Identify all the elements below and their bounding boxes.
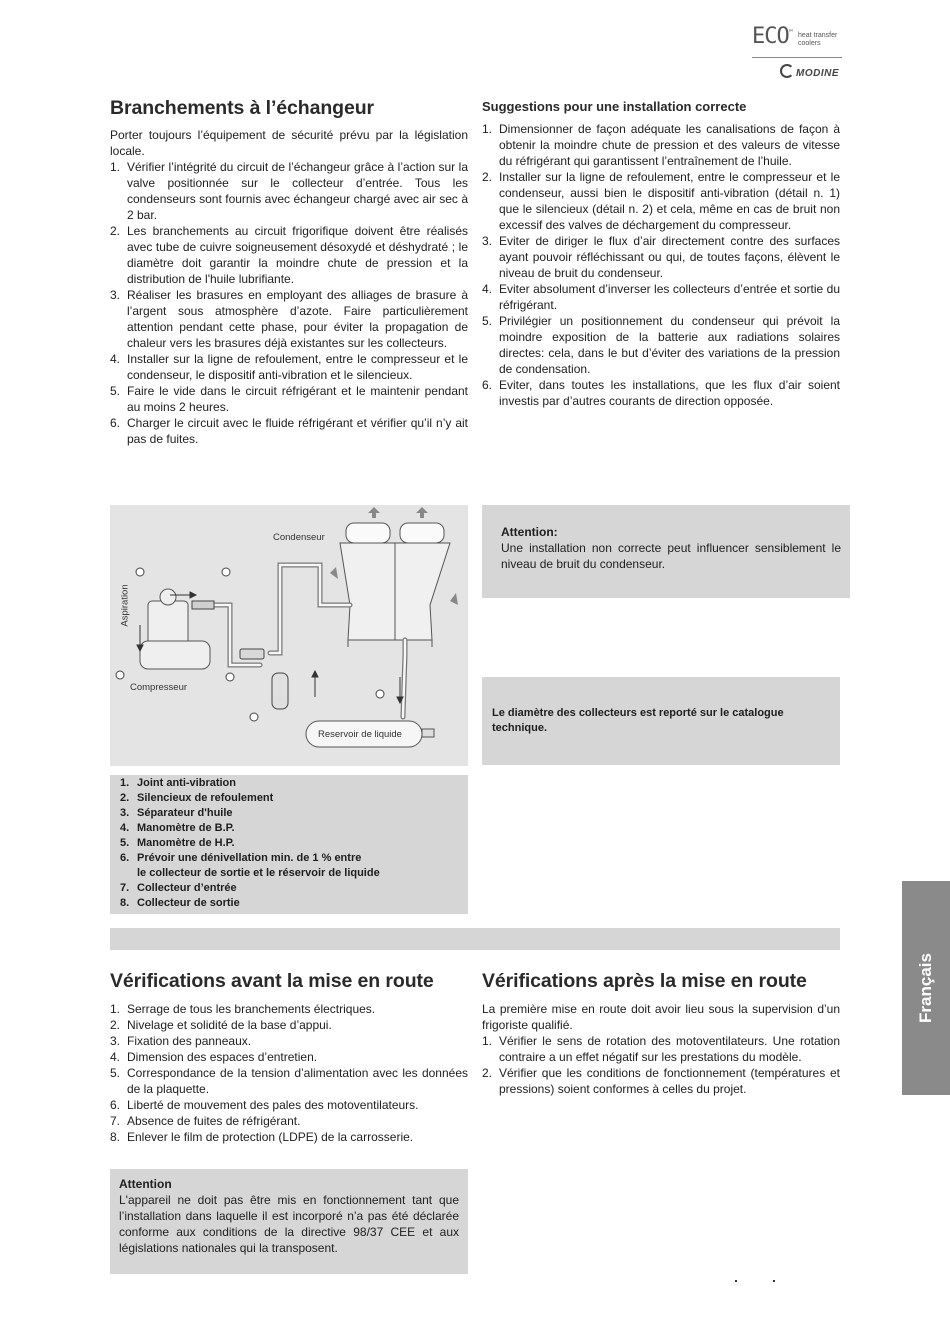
suggestions-item-text: Installer sur la ligne de refoulement, entre le compresseur et le condenseur, aussi bien le dispositif anti-vibration (détail n. 1) que le silencieux (détail n. 2) et cela, même en cas de bruit non excessif des valves de déchargement du compresseur. xyxy=(499,170,840,232)
avant-item-number: 2. xyxy=(110,1018,121,1032)
avant-item-text: Absence de fuites de réfrigérant. xyxy=(127,1114,301,1128)
apres-title: Vérifications après la mise en route xyxy=(482,970,807,992)
legend-box xyxy=(110,775,468,914)
branchements-item-number: 2. xyxy=(110,224,121,238)
apres-item-text: Vérifier que les conditions de fonctionnement (températures et pressions) soient conformes à celles du projet. xyxy=(499,1066,840,1096)
suggestions-item-number: 5. xyxy=(482,314,493,328)
legend-item-text: Séparateur d'huile xyxy=(137,807,233,819)
modine-logo: MODINE xyxy=(780,64,839,79)
legend-item-number: 4. xyxy=(120,822,130,834)
suggestions-item xyxy=(482,169,840,233)
legend-item-text: Collecteur de sortie xyxy=(137,897,240,909)
avant-item-number: 4. xyxy=(110,1050,121,1064)
legend-item xyxy=(120,896,468,911)
legend-item-text: Prévoir une dénivellation min. de 1 % entre xyxy=(137,852,362,864)
legend-item-text: Silencieux de refoulement xyxy=(137,792,274,804)
brand-logo xyxy=(752,24,844,86)
avant-title: Vérifications avant la mise en route xyxy=(110,970,434,992)
language-tab xyxy=(902,881,950,1095)
apres-section xyxy=(482,1001,840,1097)
silencer xyxy=(240,649,264,659)
suggestions-item-number: 4. xyxy=(482,282,493,296)
avant-item-number: 5. xyxy=(110,1066,121,1080)
avant-item xyxy=(110,1113,468,1129)
legend-item xyxy=(120,791,468,806)
page-marks xyxy=(735,1280,775,1282)
avant-item xyxy=(110,1001,468,1017)
suggestions-item xyxy=(482,121,840,169)
branchements-item-text: Réaliser les brasures en employant des alliages de brasure à l’argent sous atmosphère d’azote. Faire particulièrement attention pendant cette phase, pour éviter la propagation de chaleur vers les brasures déjà existantes sur les collecteurs. xyxy=(127,288,468,350)
branchements-item-text: Vérifier l’intégrité du circuit de l’échangeur grâce à l’action sur la valve positionnée sur le collecteur d’entrée. Tous les condenseurs sont fournis avec échangeur chargé avec air sec à 2 bar. xyxy=(127,160,468,222)
branchements-item-number: 4. xyxy=(110,352,121,366)
legend-item xyxy=(120,881,468,896)
apres-item-number: 1. xyxy=(482,1034,493,1048)
apres-item xyxy=(482,1033,840,1065)
branchements-item-number: 1. xyxy=(110,160,121,174)
suggestions-item xyxy=(482,233,840,281)
eco-mark: ECO™ xyxy=(752,24,792,49)
tagline: heat transfer coolers xyxy=(798,32,838,47)
legend-item-number: 5. xyxy=(120,837,130,849)
legend-item xyxy=(120,776,468,791)
label-condenseur: Condenseur xyxy=(273,532,325,543)
attention-title: Attention: xyxy=(501,525,558,539)
avant-item xyxy=(110,1065,468,1097)
suggestions-item xyxy=(482,377,840,409)
suggestions-item-text: Eviter, dans toutes les installations, que les flux d’air soient investis par d’autres courants de direction opposée. xyxy=(499,378,840,408)
apres-item xyxy=(482,1065,840,1097)
avant-item-number: 6. xyxy=(110,1098,121,1112)
legend-item-text: Joint anti-vibration xyxy=(137,777,236,789)
avant-item-text: Enlever le film de protection (LDPE) de la carrosserie. xyxy=(127,1130,414,1144)
apres-item-text: Vérifier le sens de rotation des motoventilateurs. Une rotation contraire a un effet négatif sur les prestations du modèle. xyxy=(499,1034,840,1064)
attention-text: Une installation non correcte peut influencer sensiblement le niveau de bruit du condenseur. xyxy=(501,541,841,571)
legend-item-number: 6. xyxy=(120,852,130,864)
avant-item xyxy=(110,1017,468,1033)
avant-item-text: Fixation des panneaux. xyxy=(127,1034,252,1048)
branchements-intro: Porter toujours l’équipement de sécurité prévu par la législation locale. xyxy=(110,128,468,158)
avant-item-text: Liberté de mouvement des pales des motoventilateurs. xyxy=(127,1098,419,1112)
avant-item-number: 7. xyxy=(110,1114,121,1128)
diameter-note: Le diamètre des collecteurs est reporté sur le catalogue technique. xyxy=(492,707,784,734)
avant-item-text: Correspondance de la tension d’alimentation avec les données de la plaquette. xyxy=(127,1066,468,1096)
diameter-note-box xyxy=(482,677,840,765)
branchements-item-text: Faire le vide dans le circuit réfrigérant et le maintenir pendant au moins 2 heures. xyxy=(127,384,468,414)
suggestions-item-number: 6. xyxy=(482,378,493,392)
avant-item xyxy=(110,1033,468,1049)
avant-item xyxy=(110,1129,468,1145)
suggestions-item xyxy=(482,313,840,377)
suggestions-list xyxy=(482,121,840,409)
avant-item-text: Nivelage et solidité de la base d’appui. xyxy=(127,1018,332,1032)
suggestions-item-number: 3. xyxy=(482,234,493,248)
avant-item-text: Dimension des espaces d’entretien. xyxy=(127,1050,318,1064)
legend-item xyxy=(120,821,468,836)
section-separator xyxy=(110,928,840,950)
attention-directive-title: Attention xyxy=(119,1177,172,1191)
label-compresseur: Compresseur xyxy=(130,682,188,693)
legend-item-text: Collecteur d’entrée xyxy=(137,882,237,894)
avant-section xyxy=(110,1001,468,1145)
legend-item-number: 8. xyxy=(120,897,130,909)
branchements-title: Branchements à l’échangeur xyxy=(110,97,374,119)
antivibration-joint xyxy=(192,601,214,609)
apres-intro: La première mise en route doit avoir lieu sous la supervision d’un frigoriste qualifié. xyxy=(482,1002,840,1032)
suggestions-item-text: Privilégier un positionnement du condenseur qui prévoit la moindre exposition de la batterie aux radiations solaires directes: cela, dans le but d’éviter des variations de la pression de condensation. xyxy=(499,314,840,376)
branchements-item-number: 5. xyxy=(110,384,121,398)
label-aspiration: Aspiration xyxy=(119,584,131,627)
legend-item-text-continued: le collecteur de sortie et le réservoir de liquide xyxy=(137,867,380,879)
avant-item xyxy=(110,1049,468,1065)
legend-item xyxy=(120,806,468,821)
attention-directive-text: L'appareil ne doit pas être mis en fonctionnement tant que l’installation dans laquelle il est incorporé n’a pas été déclarée conforme aux conditions de la directive 98/37 CEE et aux législations nationales qui la transposent. xyxy=(119,1193,459,1255)
mark-right xyxy=(773,1280,775,1282)
legend-item-number: 2. xyxy=(120,792,130,804)
language-tab-label: Français xyxy=(916,953,935,1023)
suggestions-item-text: Eviter absolument d’inverser les collecteurs d’entrée et sortie du réfrigérant. xyxy=(499,282,840,312)
branchements-item-text: Les branchements au circuit frigorifique doivent être réalisés avec tube de cuivre soigneusement désoxydé et déshydraté ; le diamètre doit garantir la moindre chute de pression et la distribution de l'huile lubrifiante. xyxy=(127,224,468,286)
branchements-list xyxy=(110,159,468,447)
apres-item-number: 2. xyxy=(482,1066,493,1080)
legend-item-number: 7. xyxy=(120,882,130,894)
label-reservoir: Reservoir de liquide xyxy=(318,729,402,740)
mark-left xyxy=(735,1280,737,1282)
condenser-unit xyxy=(340,523,450,647)
suggestions-section xyxy=(482,121,840,409)
avant-list xyxy=(110,1001,468,1145)
apres-list xyxy=(482,1033,840,1097)
avant-item-number: 1. xyxy=(110,1002,121,1016)
suggestions-title: Suggestions pour une installation correcte xyxy=(482,99,747,114)
installation-diagram xyxy=(110,505,468,766)
logo-divider xyxy=(752,57,842,58)
attention-box xyxy=(482,505,850,598)
branchements-item xyxy=(110,415,468,447)
branchements-item-text: Installer sur la ligne de refoulement, entre le compresseur et le condenseur, le dispositif anti-vibration et le silencieux. xyxy=(127,352,468,382)
branchements-item-number: 3. xyxy=(110,288,121,302)
suggestions-item-text: Eviter de diriger le flux d’air directement contre des surfaces ayant pouvoir réfléchissant ou qui, de toutes façons, élèvent le niveau de bruit du condenseur. xyxy=(499,234,840,280)
legend-item-text: Manomètre de B.P. xyxy=(137,822,235,834)
branchements-section xyxy=(110,127,468,447)
legend-item-number: 3. xyxy=(120,807,130,819)
legend-list xyxy=(120,776,468,911)
legend-item-number: 1. xyxy=(120,777,130,789)
legend-item xyxy=(120,836,468,851)
branchements-item xyxy=(110,287,468,351)
oil-separator xyxy=(272,673,288,709)
avant-item-number: 8. xyxy=(110,1130,121,1144)
avant-item-number: 3. xyxy=(110,1034,121,1048)
diagram-drawing xyxy=(110,505,468,766)
branchements-item xyxy=(110,159,468,223)
attention-directive-box xyxy=(110,1169,468,1274)
branchements-item xyxy=(110,351,468,383)
legend-item-text: Manomètre de H.P. xyxy=(137,837,235,849)
branchements-item-text: Charger le circuit avec le fluide réfrigérant et vérifier qu’il n’y ait pas de fuites. xyxy=(127,416,468,446)
suggestions-item-number: 2. xyxy=(482,170,493,184)
modine-swoosh-icon xyxy=(780,64,794,78)
branchements-item-number: 6. xyxy=(110,416,121,430)
avant-item-text: Serrage de tous les branchements électriques. xyxy=(127,1002,376,1016)
branchements-item xyxy=(110,383,468,415)
suggestions-item-number: 1. xyxy=(482,122,493,136)
legend-item xyxy=(120,851,468,881)
suggestions-item-text: Dimensionner de façon adéquate les canalisations de façon à obtenir la moindre chute de pression et des valeurs de vitesse du réfrigérant qui garantissent l’entraînement de l’huile. xyxy=(499,122,840,168)
suggestions-item xyxy=(482,281,840,313)
branchements-item xyxy=(110,223,468,287)
avant-item xyxy=(110,1097,468,1113)
